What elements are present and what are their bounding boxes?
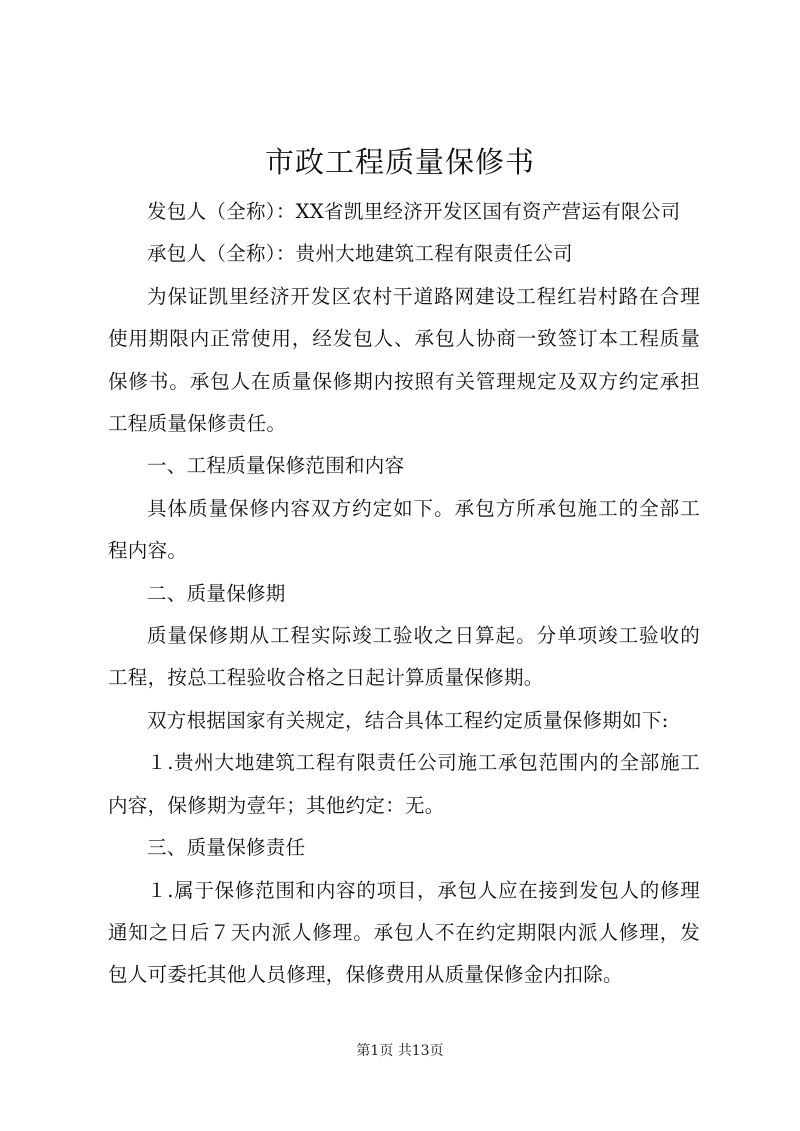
section-2-content: 质量保修期从工程实际竣工验收之日算起。分单项竣工验收的工程，按总工程验收合格之日起计算质量保修期。 — [108, 624, 700, 690]
purpose-paragraph: 为保证凯里经济开发区农村干道路网建设工程红岩村路在合理使用期限内正常使用，经发包人、承包人协商一致签订本工程质量保修书。承包人在质量保修期内按照有关管理规定及双方约定承担工程质量保修责任。 — [108, 284, 700, 436]
section-1-content: 具体质量保修内容双方约定如下。承包方所承包施工的全部工程内容。 — [108, 496, 700, 563]
document-body — [108, 191, 700, 997]
section-2-heading: 二、质量保修期 — [147, 581, 286, 605]
party-a-paragraph: 发包人（全称）：XX省凯里经济开发区国有资产营运有限公司 — [147, 200, 681, 223]
section-1-heading: 一、工程质量保修范围和内容 — [147, 454, 405, 478]
document-title: 市政工程质量保修书 — [264, 145, 535, 179]
section-3-item-1: １.属于保修范围和内容的项目，承包人应在接到发包人的修理通知之日后７天内派人修理。承包人不在约定期限内派人修理，发包人可委托其他人员修理，保修费用从质量保修金内扣除。 — [108, 878, 700, 987]
party-b-paragraph: 承包人（全称）：贵州大地建筑工程有限责任公司 — [147, 242, 573, 266]
section-2-item-1: １.贵州大地建筑工程有限责任公司施工承包范围内的全部施工内容，保修期为壹年；其他约定：无。 — [108, 751, 700, 817]
page-footer: 第1页 共13页 — [356, 1043, 444, 1059]
section-2-agreement: 双方根据国家有关规定，结合具体工程约定质量保修期如下: — [147, 708, 669, 732]
section-3-heading: 三、质量保修责任 — [147, 836, 306, 860]
